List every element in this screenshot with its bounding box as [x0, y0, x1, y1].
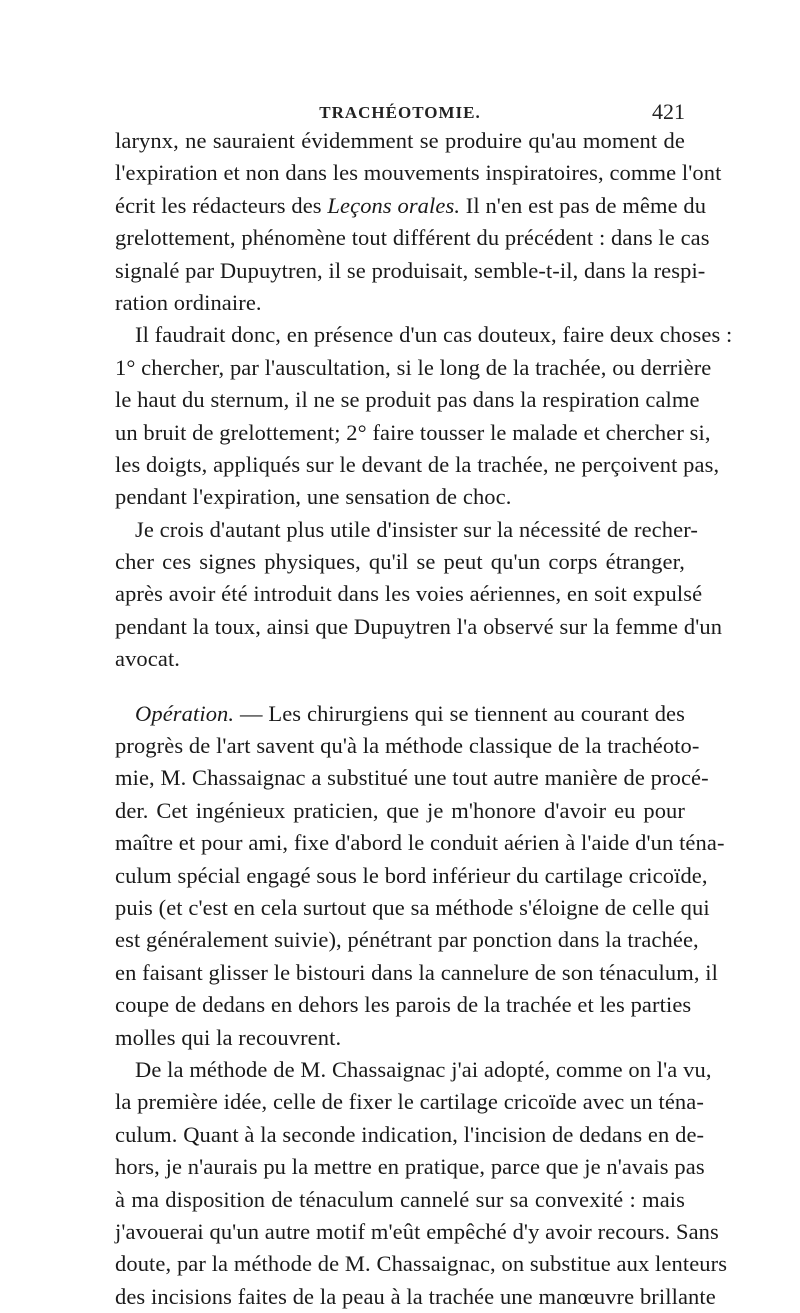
text-line: Il faudrait donc, en présence d'un cas douteux, faire deux choses : — [135, 322, 733, 348]
text-line: der. Cet ingénieux praticien, que je m'honore d'avoir eu pour — [115, 797, 685, 823]
page-number: 421 — [652, 99, 685, 124]
italic-title: Leçons orales. — [327, 192, 461, 218]
text-line: avocat. — [115, 646, 181, 672]
text-line: des incisions faites de la peau à la trachée une manœuvre brillante — [115, 1283, 716, 1309]
paragraph-gap — [115, 676, 685, 698]
text-line — [115, 190, 707, 222]
text-line: signalé par Dupuytren, il se produisait, semble-t-il, dans la respi- — [115, 257, 706, 283]
text-line: molles qui la recouvrent. — [115, 1024, 342, 1050]
page-body — [115, 125, 733, 1313]
text-line: larynx, ne sauraient évidemment se produire qu'au moment de — [115, 128, 685, 153]
text-line: un bruit de grelottement; 2° faire tousser le malade et chercher si, — [115, 419, 711, 445]
text-line: maître et pour ami, fixe d'abord le conduit aérien à l'aide d'un téna- — [115, 830, 725, 856]
text-run: Il n'en est pas de même du — [460, 192, 707, 218]
text-line: l'expiration et non dans les mouvements inspiratoires, comme l'ont — [115, 160, 722, 186]
text-line: culum spécial engagé sous le bord inférieur du cartilage cricoïde, — [115, 862, 708, 888]
text-line: en faisant glisser le bistouri dans la cannelure de son ténaculum, il — [115, 959, 718, 985]
section-lead: Opération. — [135, 700, 235, 726]
running-header — [115, 97, 685, 127]
paragraph — [115, 125, 722, 319]
text-line: pendant l'expiration, une sensation de choc. — [115, 484, 512, 510]
text-line: progrès de l'art savent qu'à la méthode classique de la trachéoto- — [115, 733, 700, 759]
text-line: Je crois d'autant plus utile d'insister sur la nécessité de recher- — [135, 516, 698, 542]
paragraph — [115, 698, 725, 1054]
text-line: grelottement, phénomène tout différent du précédent : dans le cas — [115, 225, 710, 251]
text-line: cher ces signes physiques, qu'il se peut qu'un corps étranger, — [115, 549, 685, 575]
text-line: la première idée, celle de fixer le cartilage cricoïde avec un téna- — [115, 1089, 704, 1115]
paragraph — [115, 1054, 728, 1313]
text-line: à ma disposition de ténaculum cannelé sur sa convexité : mais — [115, 1186, 685, 1212]
text-line: ration ordinaire. — [115, 289, 262, 315]
text-line: le haut du sternum, il ne se produit pas dans la respiration calme — [115, 387, 700, 413]
text-line: doute, par la méthode de M. Chassaignac, on substitue aux lenteurs — [115, 1251, 728, 1277]
text-line: après avoir été introduit dans les voies aériennes, en soit expulsé — [115, 581, 703, 607]
text-line: j'avouerai qu'un autre motif m'eût empêché d'y avoir recours. Sans — [115, 1218, 719, 1244]
text-line: hors, je n'aurais pu la mettre en pratique, parce que je n'avais pas — [115, 1154, 705, 1180]
text-run: — Les chirurgiens qui se tiennent au courant des — [234, 700, 685, 726]
text-line: est généralement suivie), pénétrant par ponction dans la trachée, — [115, 927, 699, 953]
text-line: les doigts, appliqués sur le devant de la trachée, ne perçoivent pas, — [115, 451, 720, 477]
text-line: coupe de dedans en dehors les parois de la trachée et les parties — [115, 992, 692, 1018]
text-line: De la méthode de M. Chassaignac j'ai adopté, comme on l'a vu, — [135, 1056, 712, 1082]
text-line: 1° chercher, par l'auscultation, si le long de la trachée, ou derrière — [115, 354, 712, 380]
paragraph — [115, 514, 723, 676]
running-title: TRACHÉOTOMIE. — [319, 103, 481, 122]
text-line: puis (et c'est en cela surtout que sa méthode s'éloigne de celle qui — [115, 894, 710, 920]
text-line — [115, 698, 685, 730]
text-line: culum. Quant à la seconde indication, l'incision de dedans en de- — [115, 1121, 705, 1147]
text-line: pendant la toux, ainsi que Dupuytren l'a observé sur la femme d'un — [115, 613, 723, 639]
text-line: mie, M. Chassaignac a substitué une tout autre manière de procé- — [115, 765, 709, 791]
text-run: écrit les rédacteurs des — [115, 192, 328, 218]
paragraph — [115, 319, 733, 513]
